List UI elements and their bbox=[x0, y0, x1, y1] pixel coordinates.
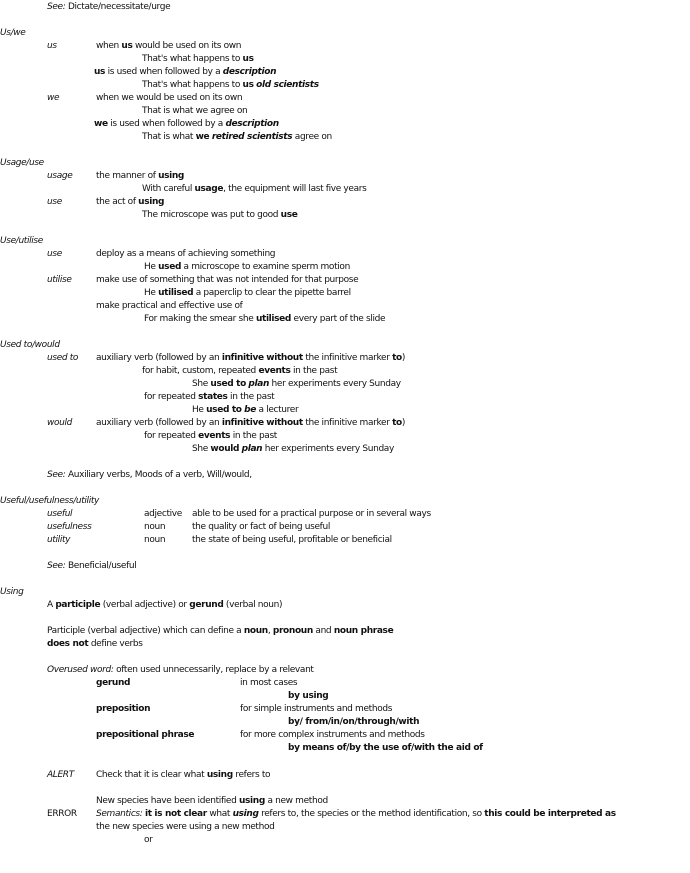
definition-we: when we would be used on its own bbox=[96, 93, 243, 103]
pos-useful: adjective bbox=[144, 509, 182, 519]
example-practical: For making the smear she utilised every part of the slide bbox=[144, 314, 386, 324]
example-species-2: the new species were using a new method bbox=[96, 822, 275, 832]
term-would: would bbox=[47, 418, 73, 428]
example-utilise: He utilised a paperclip to clear the pipette barrel bbox=[144, 288, 351, 298]
definition-use: the act of using bbox=[96, 197, 165, 207]
section-heading-useful: Useful/usefulness/utility bbox=[0, 496, 100, 506]
pos-utility: noun bbox=[144, 535, 166, 545]
definition-us: when us would be used on its own bbox=[96, 41, 242, 51]
or-text: or bbox=[144, 835, 153, 845]
example-would: She would plan her experiments every Sunday bbox=[192, 444, 394, 454]
pos-usefulness: noun bbox=[144, 522, 166, 532]
section-heading-using: Using bbox=[0, 587, 24, 597]
replacement-term-preposition: preposition bbox=[96, 704, 151, 714]
does-not-define-verbs: does not define verbs bbox=[47, 639, 143, 649]
section-heading-used-to-would: Used to/would bbox=[0, 340, 60, 350]
term-usefulness: usefulness bbox=[47, 522, 92, 532]
habit-events: for habit, custom, repeated events in the past bbox=[142, 366, 338, 376]
replacement-preposition: by/ from/in/on/through/with bbox=[288, 717, 420, 727]
example-us-2: That's what happens to us old scientists bbox=[142, 80, 319, 90]
alert-label: ALERT bbox=[47, 770, 74, 780]
replacement-context-preposition: for simple instruments and methods bbox=[240, 704, 393, 714]
replacement-context-gerund: in most cases bbox=[240, 678, 298, 688]
overused-word: Overused word: often used unnecessarily, replace by a relevant bbox=[47, 665, 314, 675]
section-heading-us-we: Us/we bbox=[0, 28, 26, 38]
see-reference bbox=[47, 2, 170, 13]
term-used-to: used to bbox=[47, 353, 79, 363]
participle-definition: Participle (verbal adjective) which can define a noun, pronoun and noun phrase bbox=[47, 626, 394, 636]
replacement-term-gerund: gerund bbox=[96, 678, 131, 688]
term-utility: utility bbox=[47, 535, 71, 545]
see-reference-auxiliary: See: Auxiliary verbs, Moods of a verb, Will/would, bbox=[47, 470, 252, 480]
description-we: we is used when followed by a description bbox=[94, 119, 279, 129]
example-we-2: That is what we retired scientists agree on bbox=[142, 132, 332, 142]
alert-text: Check that it is clear what using refers to bbox=[96, 770, 271, 780]
term-use: use bbox=[47, 197, 62, 207]
definition-would: auxiliary verb (followed by an infinitive without the infinitive marker to) bbox=[96, 418, 406, 428]
see-label: See: bbox=[47, 2, 66, 12]
example-usage: With careful usage, the equipment will last five years bbox=[142, 184, 367, 194]
definition-practical: make practical and effective use of bbox=[96, 301, 243, 311]
term-useful: useful bbox=[47, 509, 73, 519]
replacement-prepositional-phrase: by means of/by the use of/with the aid of bbox=[288, 743, 483, 753]
repeated-states: for repeated states in the past bbox=[144, 392, 275, 402]
term-usage: usage bbox=[47, 171, 73, 181]
term-we: we bbox=[47, 93, 60, 103]
example-us-1: That's what happens to us bbox=[142, 54, 254, 64]
replacement-context-prepositional-phrase: for more complex instruments and methods bbox=[240, 730, 425, 740]
description-us: us is used when followed by a description bbox=[94, 67, 277, 77]
definition-useful: able to be used for a practical purpose or in several ways bbox=[192, 509, 431, 519]
definition-utility: the state of being useful, profitable or beneficial bbox=[192, 535, 392, 545]
example-states: He used to be a lecturer bbox=[192, 405, 299, 415]
example-species: New species have been identified using a new method bbox=[96, 796, 328, 806]
definition-used-to: auxiliary verb (followed by an infinitive without the infinitive marker to) bbox=[96, 353, 406, 363]
would-events: for repeated events in the past bbox=[144, 431, 277, 441]
see-reference-beneficial: See: Beneficial/useful bbox=[47, 561, 137, 571]
section-heading-use-utilise: Use/utilise bbox=[0, 236, 43, 246]
term-use-2: use bbox=[47, 249, 62, 259]
definition-usefulness: the quality or fact of being useful bbox=[192, 522, 330, 532]
example-use-2: He used a microscope to examine sperm motion bbox=[144, 262, 350, 272]
term-utilise: utilise bbox=[47, 275, 72, 285]
definition-use-2: deploy as a means of achieving something bbox=[96, 249, 276, 259]
definition-utilise: make use of something that was not intended for that purpose bbox=[96, 275, 359, 285]
definition-usage: the manner of using bbox=[96, 171, 185, 181]
section-heading-usage-use: Usage/use bbox=[0, 158, 44, 168]
see-text: Dictate/necessitate/urge bbox=[67, 2, 171, 12]
error-label: ERROR bbox=[47, 809, 77, 819]
replacement-gerund: by using bbox=[288, 691, 329, 701]
using-intro: A participle (verbal adjective) or gerund (verbal noun) bbox=[47, 600, 283, 610]
example-habit: She used to plan her experiments every Sunday bbox=[192, 379, 401, 389]
semantics-note: Semantics: it is not clear what using refers to, the species or the method identification, so this could be interpreted as bbox=[96, 809, 616, 819]
example-use: The microscope was put to good use bbox=[142, 210, 298, 220]
term-us: us bbox=[47, 41, 57, 51]
replacement-term-prepositional-phrase: prepositional phrase bbox=[96, 730, 195, 740]
example-we-1: That is what we agree on bbox=[142, 106, 248, 116]
